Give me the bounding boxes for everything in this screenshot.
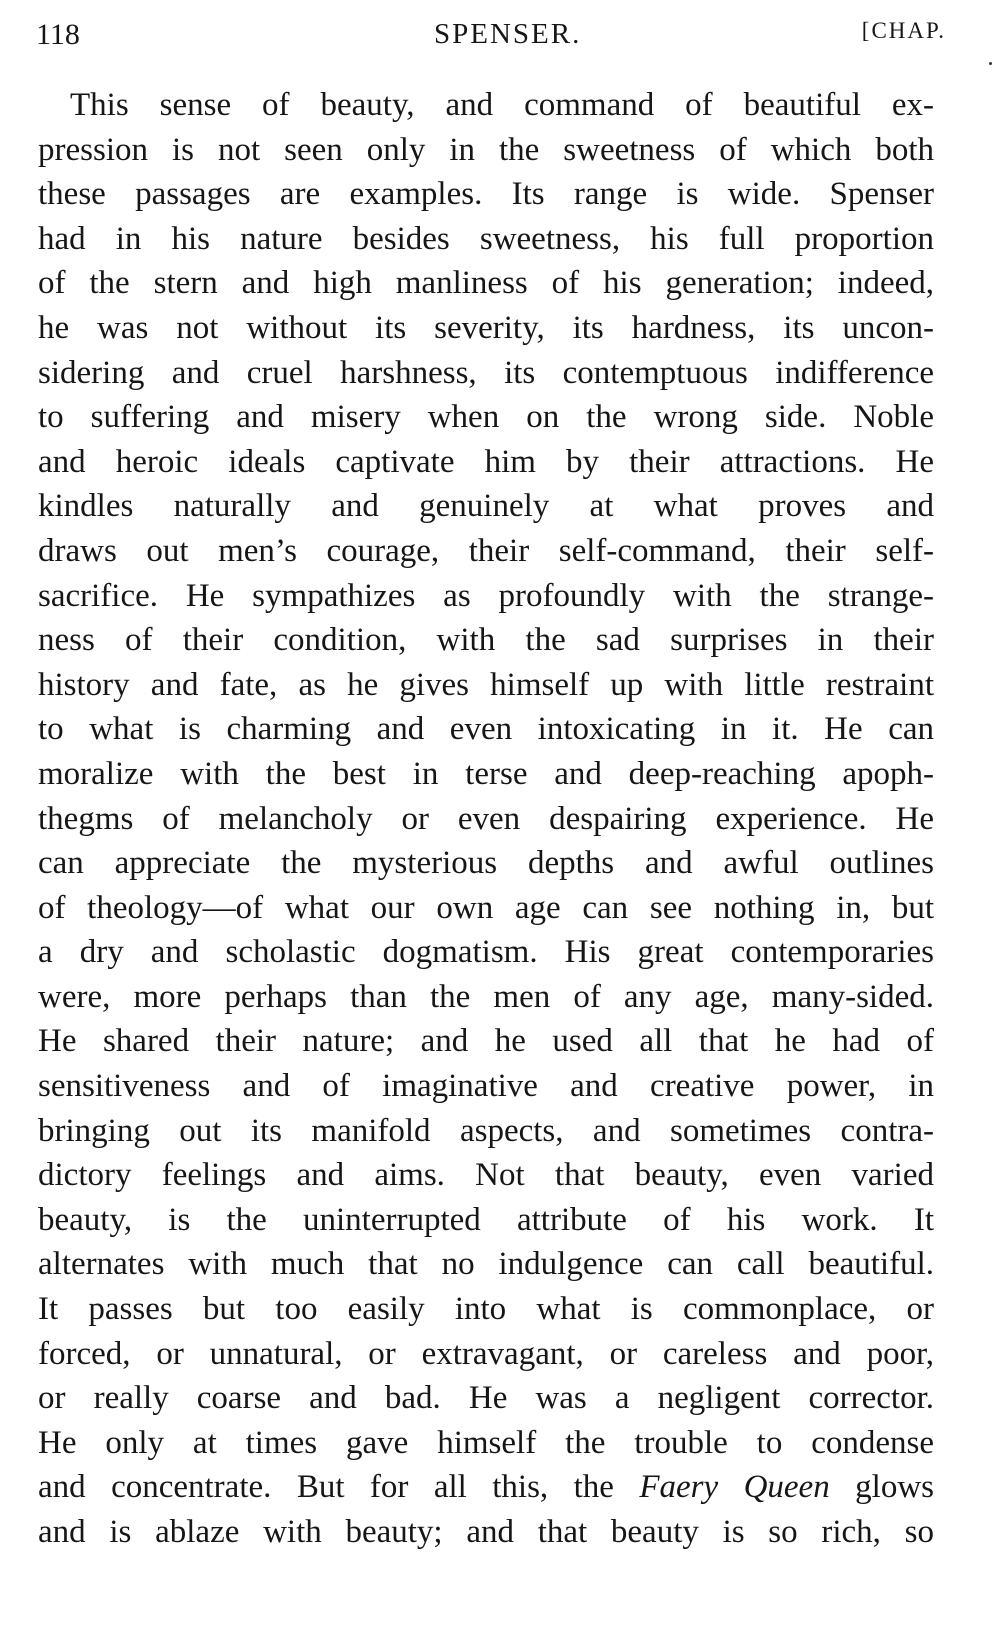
running-title: SPENSER. <box>434 18 582 50</box>
line-text-after-title: glows <box>829 1469 934 1506</box>
text-line: a dry and scholastic dogmatism. His great contemporaries <box>38 934 934 971</box>
text-line: sacrifice. He sympathizes as profoundly with the strange- <box>38 577 934 614</box>
chapter-mark: [CHAP. <box>861 18 946 43</box>
text-line-with-title <box>38 1465 934 1510</box>
text-line: moralize with the best in terse and deep-reaching apoph- <box>38 755 934 792</box>
text-line: to what is charming and even intoxicating in it. He can <box>38 711 934 748</box>
text-line: to suffering and misery when on the wrong side. Noble <box>38 399 934 436</box>
text-line: were, more perhaps than the men of any age, many-sided. <box>38 978 934 1015</box>
text-line: He shared their nature; and he used all that he had of <box>38 1023 934 1060</box>
text-line: of theology—of what our own age can see nothing in, but <box>38 889 934 926</box>
text-line: he was not without its severity, its hardness, its uncon- <box>38 309 934 346</box>
text-line: of the stern and high manliness of his generation; indeed, <box>38 265 934 302</box>
text-line: can appreciate the mysterious depths and awful outlines <box>38 845 934 882</box>
text-line: beauty, is the uninterrupted attribute of his work. It <box>38 1201 934 1238</box>
text-line: bringing out its manifold aspects, and sometimes contra- <box>38 1112 934 1149</box>
text-line: He only at times gave himself the trouble to condense <box>38 1424 934 1461</box>
text-line: ness of their condition, with the sad surprises in their <box>38 622 934 659</box>
text-line: or really coarse and bad. He was a negligent corrector. <box>38 1380 934 1417</box>
body-paragraph <box>38 83 934 1555</box>
text-line: sidering and cruel harshness, its contemptuous indifference <box>38 354 934 391</box>
text-line: dictory feelings and aims. Not that beauty, even varied <box>38 1157 934 1194</box>
text-line: and is ablaze with beauty; and that beauty is so rich, so <box>38 1514 934 1550</box>
text-line: and heroic ideals captivate him by their attractions. He <box>38 443 934 480</box>
text-line: kindles naturally and genuinely at what proves and <box>38 488 934 525</box>
text-line: forced, or unnatural, or extravagant, or careless and poor, <box>38 1335 934 1372</box>
line-text-before-title: and concentrate. But for all this, the <box>38 1469 640 1506</box>
text-line: pression is not seen only in the sweetness of which both <box>38 131 934 168</box>
page-header <box>36 18 946 58</box>
page-number: 118 <box>36 18 80 51</box>
text-line: draws out men’s courage, their self-command, their self- <box>38 532 934 569</box>
text-line: alternates with much that no indulgence can call beautiful. <box>38 1246 934 1283</box>
text-line: sensitiveness and of imaginative and creative power, in <box>38 1068 934 1105</box>
text-line: these passages are examples. Its range is wide. Spenser <box>38 176 934 213</box>
text-line: thegms of melancholy or even despairing experience. He <box>38 800 934 837</box>
text-line: It passes but too easily into what is commonplace, or <box>38 1291 934 1328</box>
text-line: had in his nature besides sweetness, his full proportion <box>38 220 934 257</box>
margin-speck <box>989 62 992 65</box>
text-line: This sense of beauty, and command of beautiful ex- <box>70 87 934 123</box>
text-line: history and fate, as he gives himself up with little restraint <box>38 666 934 703</box>
book-title-italic: Faery Queen <box>639 1469 830 1506</box>
